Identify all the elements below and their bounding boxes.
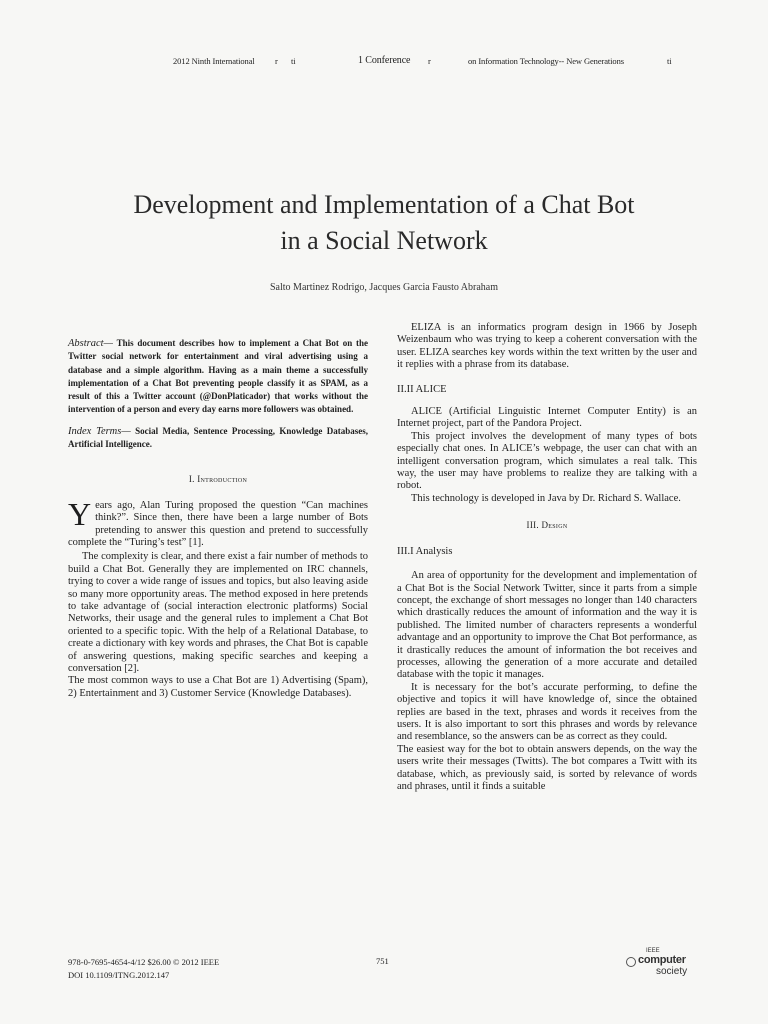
right-column <box>397 322 697 793</box>
section-heading: I. Introduction <box>188 474 248 485</box>
logo-society: society <box>656 966 688 977</box>
header-part: ti <box>667 56 672 66</box>
title-line: Development and Implementation of a Chat Bot <box>133 190 635 219</box>
subsection-heading: II.II ALICE <box>397 383 447 395</box>
intro-paragraph: The most common ways to use a Chat Bot are 1) Advertising (Spam), 2) Entertainment and 3) Customer Service (Knowledge Databases). <box>68 675 368 699</box>
abstract-text: This document describes how to implement a Chat Bot on the Twitter social network for entertainment and viral advertising using a database and a simple algorithm. Having as a main theme a successfully implementation of a Chat Bot preventing people classify it as SPAM, as a result of this a Twitter account (@DonPlaticador) that works without the intervention of a person and every day earns more followers was obtained. <box>68 338 368 415</box>
abstract-label: Abstract— <box>68 338 113 349</box>
header-part: 2012 Ninth International <box>173 56 255 66</box>
design-paragraph: It is necessary for the bot’s accurate performing, to define the objective and topics it will have knowledge of, since the obtained replies are based in the text, phrases and words it receives from the users. It is also important to sort this phrases and words by relevance and resemblance, so the answers can be as correct as they could. <box>397 681 697 743</box>
alice-paragraph: This project involves the development of many types of bots especially chat ones. In ALICE’s webpage, the user can chat with an intelligent conversation program, which simulates a real talk. This way, the user may have problems to realize they are talking with a robot. <box>397 430 697 492</box>
left-column <box>68 337 368 700</box>
header-part: r <box>275 56 278 66</box>
alice-paragraph: This technology is developed in Java by Dr. Richard S. Wallace. <box>411 492 681 504</box>
abstract <box>68 337 368 417</box>
index-terms-text: Social Media, Sentence Processing, Knowledge Databases, Artificial Intelligence. <box>68 425 369 450</box>
intro-paragraph <box>68 495 368 550</box>
subsection-heading: III.I Analysis <box>397 545 453 557</box>
section-heading: III. Design <box>526 520 568 531</box>
isbn-line: 978-0-7695-4654-4/12 $26.00 © 2012 IEEE <box>68 957 220 967</box>
alice-paragraph: ALICE (Artificial Linguistic Internet Computer Entity) is an Internet project, part of the Pandora Project. <box>397 406 697 430</box>
paper-title <box>0 187 768 259</box>
design-paragraph: The easiest way for the bot to obtain answers depends, on the way the users write their messages (Twitts). The bot compares a Twitt with its database, which, as previously said, is sorted by relevance of words and phrases, until it finds a suitable <box>397 743 697 792</box>
intro-paragraph: The complexity is clear, and there exist a fair number of methods to build a Chat Bot. Generally they are implemented on IRC channels, trying to cover a wide range of issues and topics, but also leaving aside so many more opportunity areas. The method exposed in here pretends to take advantage of (social interaction electronic platforms) Social Networks, their usage and the general rules to implement a Chat Bot oriented to a specific topic. With the help of a Relational Database, to create a dictionary with key words and phrases, the Chat Bot is capable of answering questions, making specific searches and keeping a conversation [2]. <box>68 551 368 675</box>
header-part: 1 Conference <box>358 55 411 66</box>
doi-line: DOI 10.1109/ITNG.2012.147 <box>68 970 170 980</box>
logo-ieee: IEEE <box>646 948 660 954</box>
header-part: r <box>428 56 431 66</box>
footer-info <box>68 956 219 982</box>
authors: Salto Martinez Rodrigo, Jacques Garcia Fausto Abraham <box>270 282 498 293</box>
intro-text: ears ago, Alan Turing proposed the question “Can machines think?”. Since then, there have been a large number of Bots pretending to answer this question and pretend to successfully complete the “Turing’s test” [1]. <box>68 499 368 548</box>
header-part: ti <box>291 56 296 66</box>
index-terms-label: Index Terms— <box>68 425 131 437</box>
index-terms <box>68 425 368 452</box>
eliza-paragraph: ELIZA is an informatics program design in 1966 by Joseph Weizenbaum who was trying to keep a coherent conversation with the user. ELIZA searches key words within the text written by the user and it replies with a phrase from its database. <box>397 322 697 371</box>
logo-computer: computer <box>638 954 686 966</box>
globe-icon <box>626 957 636 967</box>
page-number: 751 <box>376 956 389 966</box>
title-line: in a Social Network <box>280 226 488 255</box>
computer-society-logo <box>626 948 686 982</box>
drop-cap: Y <box>68 495 92 532</box>
running-header <box>0 56 768 70</box>
header-part: on Information Technology-- New Generations <box>468 56 624 66</box>
design-paragraph: An area of opportunity for the development and implementation of a Chat Bot is the Social Network Twitter, since it parts from a simple concept, the exchange of short messages no longer than 140 characters which drastically reduces the amount of information and the way it is published. The limited number of characters represents a wonderful advantage and an opportunity to improve the Chat Bot performance, as it drastically reduces the amount of information the bot receives and processes, allowing the generation of a more accurate and detailed database with the topic it manages. <box>397 570 697 681</box>
